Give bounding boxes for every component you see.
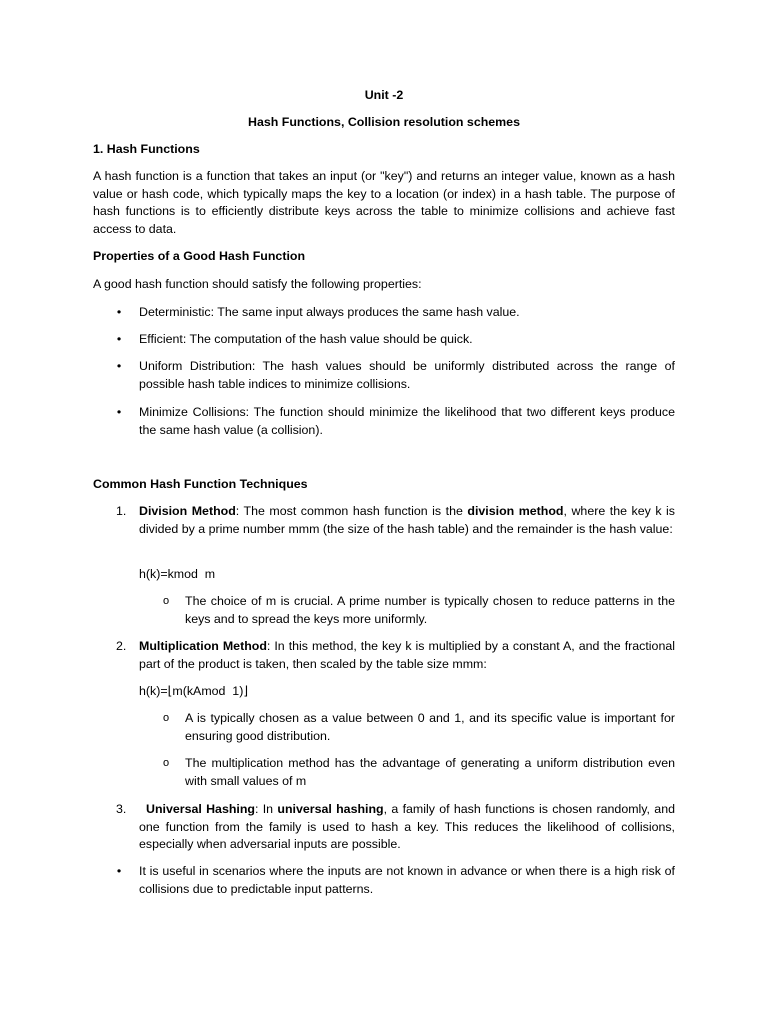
property-item: Uniform Distribution: The hash values should be uniformly distributed across the range of possible hash table indices to minimize collisions. bbox=[139, 359, 675, 391]
division-sub-bullet: The choice of m is crucial. A prime number is typically chosen to reduce patterns in the keys and to spread the keys more uniformly. bbox=[185, 594, 675, 626]
property-item: Deterministic: The same input always produces the same hash value. bbox=[139, 305, 520, 319]
division-method-term2: division method bbox=[467, 504, 564, 518]
division-method-paragraph bbox=[139, 503, 675, 538]
universal-hashing-term2: universal hashing bbox=[277, 802, 384, 816]
bullet-icon: • bbox=[116, 864, 122, 878]
circle-bullet-icon: o bbox=[162, 595, 170, 607]
multiplication-sub-bullet: The multiplication method has the advantage of generating a uniform distribution even with small values of m bbox=[185, 756, 675, 788]
universal-hashing-text-b: , a family of hash functions is chosen randomly, and one function from the family is used to hash a key. This reduces the likelihood of collisions, especially when adversarial inputs are possible. bbox=[139, 802, 675, 851]
division-method-text-b: , where the key k is divided by a prime number mmm (the size of the hash table) and the remainder is the hash value: bbox=[139, 504, 675, 536]
document-subtitle: Hash Functions, Collision resolution schemes bbox=[248, 115, 520, 129]
property-item: Minimize Collisions: The function should minimize the likelihood that two different keys produce the same hash value (a collision). bbox=[139, 405, 675, 437]
bullet-icon: • bbox=[116, 332, 122, 346]
division-method-text-a: : The most common hash function is the bbox=[235, 504, 468, 518]
bullet-icon: • bbox=[116, 405, 122, 419]
multiplication-method-term: Multiplication Method bbox=[139, 639, 267, 653]
bullet-icon: • bbox=[116, 359, 122, 373]
unit-title: Unit -2 bbox=[364, 88, 404, 102]
properties-intro: A good hash function should satisfy the following properties: bbox=[93, 277, 422, 291]
techniques-heading: Common Hash Function Techniques bbox=[93, 477, 308, 491]
properties-heading: Properties of a Good Hash Function bbox=[93, 249, 306, 263]
multiplication-method-paragraph bbox=[139, 638, 675, 673]
multiplication-formula: h(k)=⌊m(kAmod 1)⌋ bbox=[139, 684, 249, 698]
list-number: 1. bbox=[116, 504, 127, 518]
universal-hashing-paragraph bbox=[139, 801, 675, 854]
universal-hashing-text-a: : In bbox=[254, 802, 278, 816]
circle-bullet-icon: o bbox=[162, 757, 170, 769]
multiplication-sub-bullet: A is typically chosen as a value between 0 and 1, and its specific value is important for ensuring good distribution. bbox=[185, 711, 675, 743]
division-formula: h(k)=kmod m bbox=[139, 567, 216, 581]
section1-heading: 1. Hash Functions bbox=[93, 142, 200, 156]
universal-hashing-term: Universal Hashing bbox=[146, 802, 255, 816]
circle-bullet-icon: o bbox=[162, 712, 170, 724]
bullet-icon: • bbox=[116, 305, 122, 319]
multiplication-method-text: : In this method, the key k is multiplied by a constant A, and the fractional part of the product is taken, then scaled by the table size mmm: bbox=[139, 639, 675, 671]
final-bullet-text: It is useful in scenarios where the inputs are not known in advance or when there is a high risk of collisions due to predictable input patterns. bbox=[139, 864, 675, 896]
list-number: 2. bbox=[116, 639, 127, 653]
property-item: Efficient: The computation of the hash value should be quick. bbox=[139, 332, 473, 346]
section1-paragraph: A hash function is a function that takes an input (or "key") and returns an integer value, known as a hash value or hash code, which typically maps the key to a location (or index) in a hash table. The purpose of hash functions is to efficiently distribute keys across the table to minimize collisions and achieve fast access to data. bbox=[93, 169, 675, 236]
division-method-term: Division Method bbox=[139, 504, 236, 518]
list-number: 3. bbox=[116, 802, 127, 816]
